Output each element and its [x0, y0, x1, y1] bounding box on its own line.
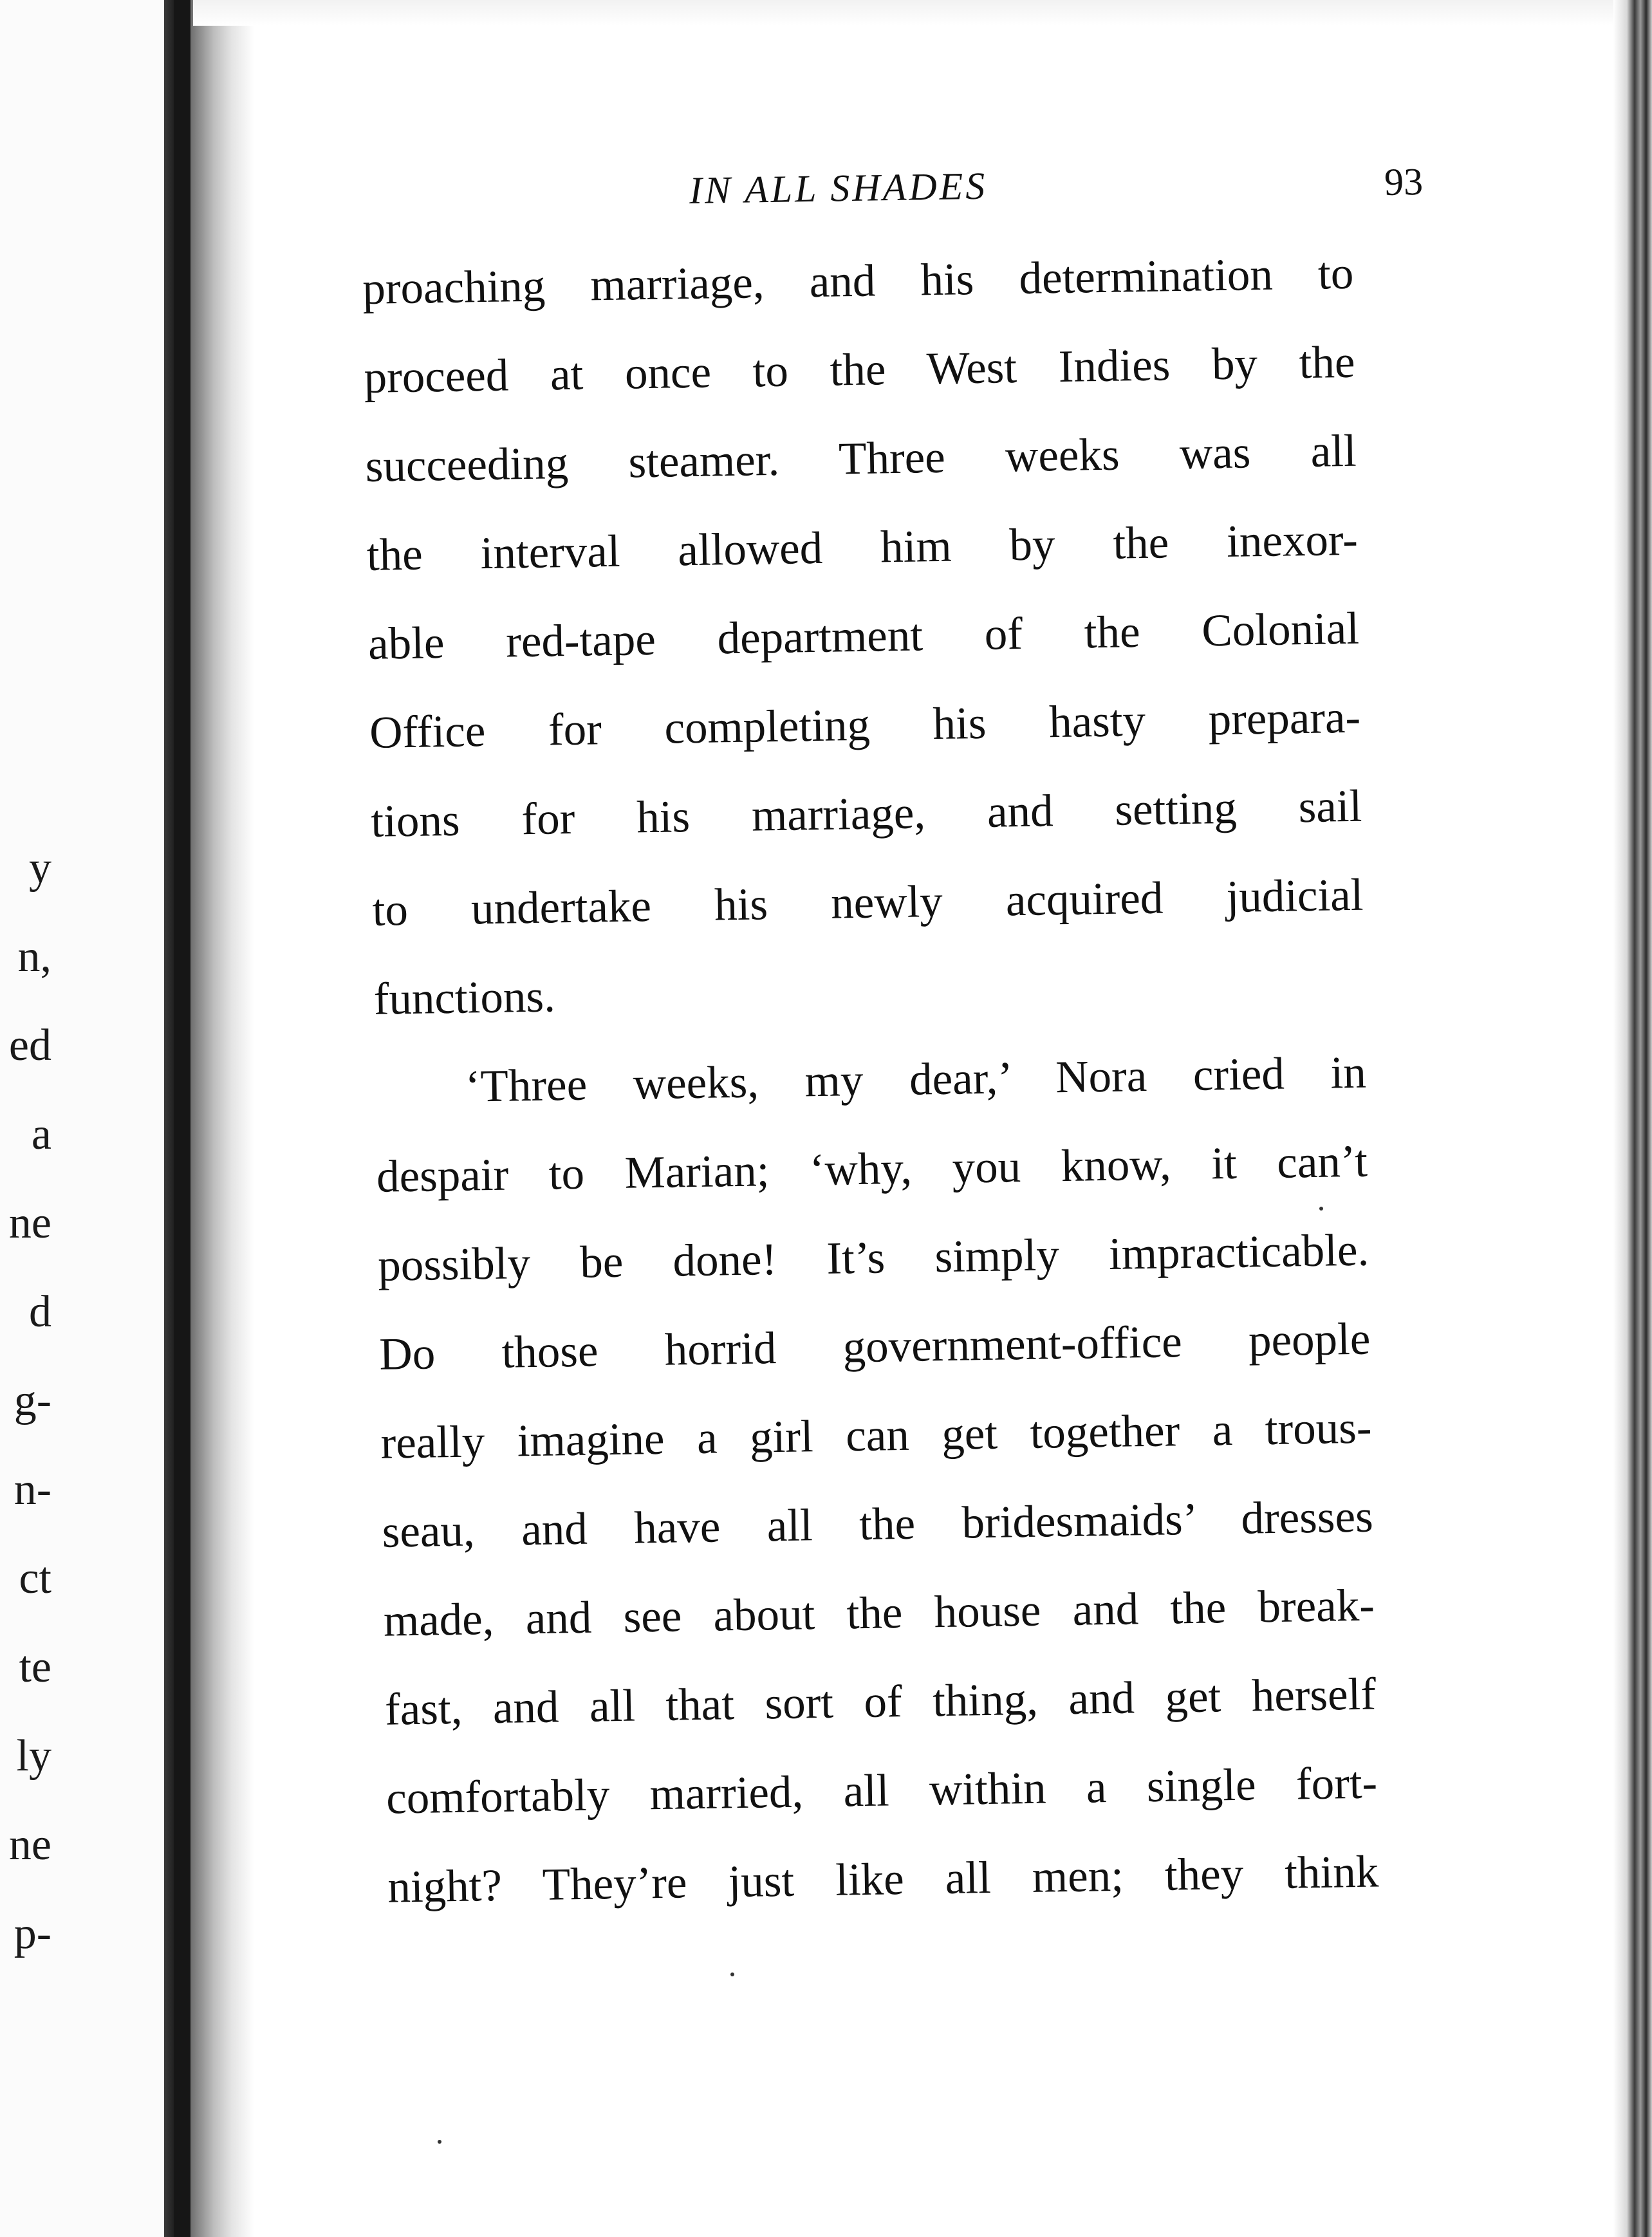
- previous-page-fragment: a: [31, 1109, 51, 1159]
- speck: [438, 2140, 441, 2144]
- text-line: comfortably married, all within a single fort-: [385, 1758, 1378, 1824]
- previous-page-fragment: ne: [8, 1820, 51, 1870]
- previous-page-fragment: ly: [16, 1731, 51, 1781]
- previous-page-fragment: d: [29, 1287, 51, 1337]
- previous-page-fragment: ed: [8, 1021, 51, 1070]
- text-line: seau, and have all the bridesmaids’ dresses: [382, 1491, 1374, 1557]
- previous-page-fragment: p-: [14, 1909, 51, 1958]
- previous-page-fragment: n-: [14, 1465, 51, 1514]
- paragraph: [362, 228, 1455, 1044]
- text-line: to undertake his newly acquired judicial: [372, 869, 1364, 936]
- previous-page-fragment: te: [19, 1642, 51, 1692]
- book-spine-line: [174, 0, 190, 2237]
- running-head-title: IN ALL SHADES: [689, 164, 988, 212]
- previous-page-text-fragments: [0, 824, 77, 1978]
- text-line: succeeding steamer. Three weeks was all: [365, 425, 1357, 492]
- body-text: [362, 228, 1469, 1932]
- speck: [730, 1972, 734, 1976]
- previous-page-fragment: g-: [14, 1376, 51, 1425]
- previous-page-fragment: y: [29, 843, 51, 893]
- text-line: night? They’re just like all men; they think: [387, 1846, 1379, 1913]
- text-line: able red-tape department of the Colonial: [367, 603, 1360, 669]
- page-top-shadow: [193, 0, 1615, 26]
- text-line: tions for his marriage, and setting sail: [370, 781, 1362, 847]
- text-line: Do those horrid government-office people: [378, 1313, 1371, 1380]
- text-line: functions.: [373, 971, 556, 1025]
- text-line: proaching marriage, and his determination to: [362, 248, 1354, 314]
- paragraph: [375, 1026, 1469, 1931]
- text-line: Office for completing his hasty prepara-: [369, 692, 1361, 758]
- previous-page-fragment: n,: [17, 932, 51, 981]
- page-number: 93: [1384, 160, 1424, 204]
- previous-page-fragment: ne: [8, 1198, 51, 1248]
- text-line: possibly be done! It’s simply impracticable.: [377, 1225, 1369, 1291]
- running-head: [360, 131, 1443, 245]
- text-line: ‘Three weeks, my dear,’ Nora cried in: [465, 1047, 1367, 1112]
- text-line: despair to Marian; ‘why, you know, it can’t: [376, 1136, 1368, 1202]
- text-line: fast, and all that sort of thing, and get herself: [384, 1669, 1377, 1735]
- text-line: really imagine a girl can get together a trous-: [380, 1402, 1373, 1469]
- book-page: [360, 131, 1469, 1932]
- page-right-edge: [1613, 0, 1652, 2237]
- text-line: made, and see about the house and the break-: [383, 1580, 1375, 1646]
- text-line: proceed at once to the West Indies by the: [363, 337, 1356, 403]
- previous-page-edge: [0, 0, 174, 2237]
- text-line: the interval allowed him by the inexor-: [366, 514, 1359, 580]
- previous-page-fragment: ct: [19, 1554, 51, 1603]
